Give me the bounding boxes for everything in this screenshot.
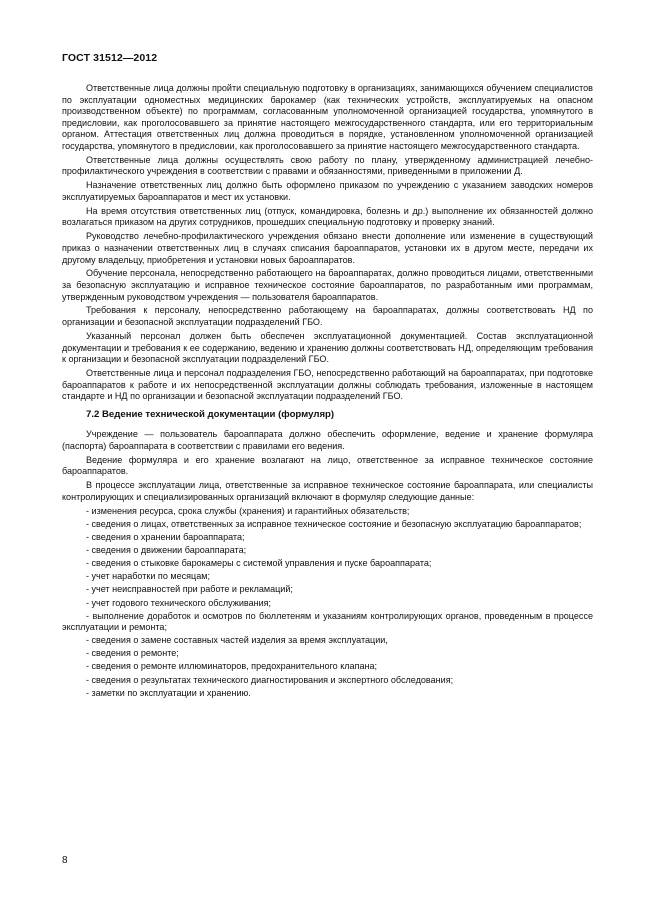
- list-item: - изменения ресурса, срока службы (хранения) и гарантийных обязательств;: [86, 505, 410, 516]
- paragraph: Назначение ответственных лиц должно быть оформлено приказом по учреждению с указанием заводских номеров эксплуатируемых бароаппаратов и мест их установки.: [62, 180, 593, 202]
- paragraph: Ответственные лица должны осуществлять свою работу по плану, утвержденному администрацией лечебно-профилактического учреждения в соответствии с правами и обязанностями, приведенными в приложении Д.: [62, 154, 593, 177]
- paragraph: Требования к персоналу, непосредственно работающему на бароаппаратах, должны соответствовать НД по организации и безопасной эксплуатации подразделений ГБО.: [62, 305, 593, 328]
- list-item: - сведения о замене составных частей изделия за время эксплуатации,: [86, 635, 388, 646]
- list-item: - сведения о движении бароаппарата;: [86, 545, 247, 556]
- list-item: - заметки по эксплуатации и хранению.: [86, 687, 251, 698]
- paragraph: Ответственные лица и персонал подразделения ГБО, непосредственно работающий на бароаппаратах, при подготовке бароаппаратов к работе и их непосредственной эксплуатации должны соблюдать требования, изложенные в настоящем стандарте и НД по организации и безопасной эксплуатации подразделений ГБО.: [62, 368, 593, 402]
- list-item: - сведения о лицах, ответственных за исправное техническое состояние и безопасную эксплуатацию бароаппаратов;: [86, 518, 582, 529]
- section-heading: 7.2 Ведение технической документации (формуляр): [86, 408, 335, 420]
- paragraph: На время отсутствия ответственных лиц (отпуск, командировка, болезнь и др.) выполнение их обязанностей должно возлагаться приказом на других сотрудников, прошедших специальную подготовку и проверку знаний.: [62, 205, 593, 228]
- paragraph: В процессе эксплуатации лица, ответственные за исправное техническое состояние бароаппарата, или специалисты контролирующих и специализированных организаций включают в формуляр следующие данные:: [62, 480, 593, 502]
- list-item: - сведения о стыковке барокамеры с системой управления и пуске бароаппарата;: [86, 558, 432, 569]
- list-item: - учет наработки по месяцам;: [86, 571, 210, 582]
- paragraph: Обучение персонала, непосредственно работающего на бароаппаратах, должно проводиться лицами, ответственными за безопасную эксплуатацию и исправное техническое состояние бароаппаратов, по разработанным ими программам, утвержденным руководством учреждения — пользователя бароаппаратов.: [62, 268, 593, 302]
- paragraph: Ведение формуляра и его хранение возлагают на лицо, ответственное за исправное техническое состояние бароаппаратов.: [62, 454, 593, 477]
- list-item: - выполнение доработок и осмотров по бюллетеням и указаниям контролирующих органов, проведенным в процессе эксплуатации и ремонта;: [62, 610, 593, 633]
- list-item: - сведения о ремонте;: [86, 648, 179, 659]
- paragraph: Руководство лечебно-профилактического учреждения обязано внести дополнение или изменение в существующий приказ о назначении ответственных лиц в случаях списания бароаппаратов, установки их в другом месте, передачи их другому владельцу, приобретения и установки новых бароаппаратов.: [62, 231, 593, 265]
- document-header: ГОСТ 31512—2012: [62, 52, 158, 64]
- list-item: - учет годового технического обслуживания;: [86, 597, 272, 608]
- page-number: 8: [62, 855, 68, 866]
- paragraph: Указанный персонал должен быть обеспечен эксплуатационной документацией. Состав эксплуатационной документации и требования к ее содержанию, ведению и хранению должны соответствовать НД, определяющим требования к организации и безопасной эксплуатации подразделений ГБО.: [62, 330, 593, 365]
- paragraph: Ответственные лица должны пройти специальную подготовку в организациях, занимающихся обучением специалистов по эксплуатации одноместных медицинских барокамер (как технических устройств, эксплуатируемых на опасном производственном объекте) по программам, согласованным уполномоченной организацией государства, упомянутого в предисловии, как проголосовавшего за принятие настоящего межгосударственного стандарта, или его территориальным органом. Аттестация ответственных лиц должна проводиться в порядке, установленном уполномоченной организацией государства, упомянутого в предисловии, как проголосовавшего за принятие настоящего межгосударственного стандарта.: [62, 83, 593, 151]
- list-item: - учет неисправностей при работе и рекламаций;: [86, 584, 293, 595]
- list-item: - сведения о ремонте иллюминаторов, предохранительного клапана;: [86, 661, 378, 672]
- list-item: - сведения о хранении бароаппарата;: [86, 532, 245, 543]
- document-body: [62, 83, 593, 701]
- paragraph: Учреждение — пользователь бароаппарата должно обеспечить оформление, ведение и хранение формуляра (паспорта) бароаппарата в соответствии с правилами его ведения.: [62, 429, 593, 451]
- list-item: - сведения о результатах технического диагностирования и экспертного обследования;: [86, 674, 454, 685]
